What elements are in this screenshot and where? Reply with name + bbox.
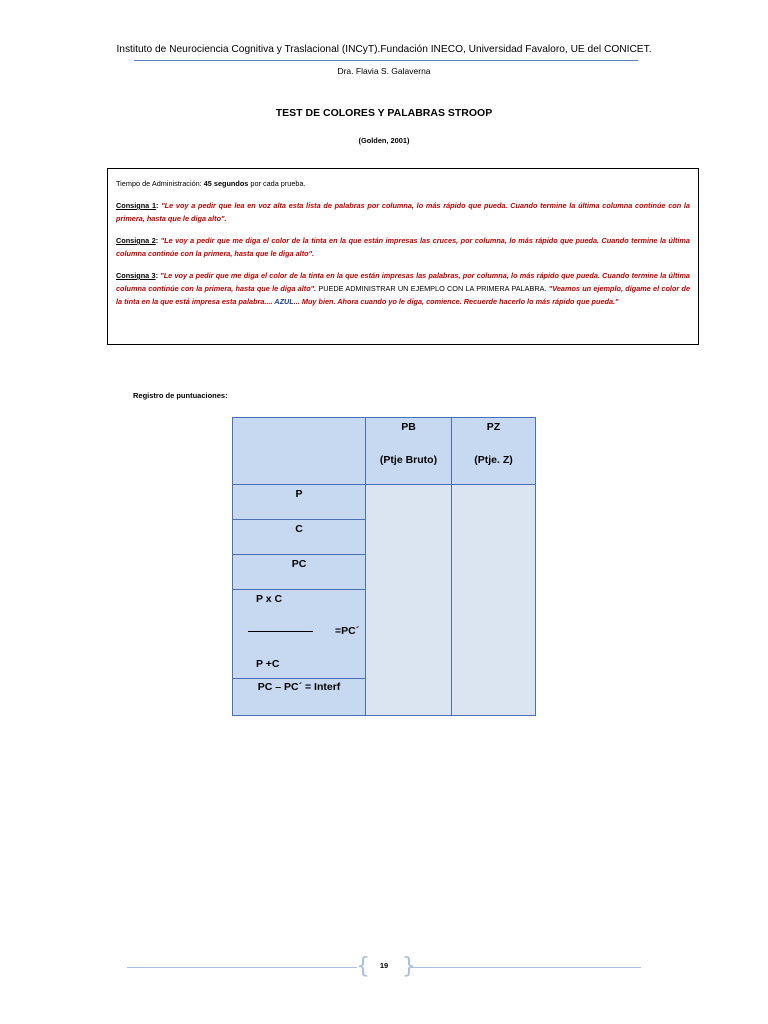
header-rule (134, 60, 638, 61)
left-brace-icon: { (356, 954, 370, 979)
pb-label: PB (401, 421, 416, 433)
formula-result: =PC´ (335, 625, 360, 637)
page-title: TEST DE COLORES Y PALABRAS STROOP (275, 107, 493, 119)
consigna-3-example-a: "Veamos un ejemplo, dígame el color de la tinta en la que está impresa esta palabra.... (116, 284, 691, 306)
header-institution: Instituto de Neurociencia Cognitiva y Traslacional (INCyT).Fundación INECO, Universidad Favaloro, UE del CONICET. (116, 44, 652, 55)
page-number: 19 (379, 961, 389, 970)
consigna-3-example-b: ... Muy bien. Ahora cuando yo le diga, comience. Recuerde hacerlo lo más rápido que pueda." (293, 297, 619, 306)
time-value: 45 segundos (203, 179, 249, 188)
consigna-3-example-blue: AZUL (272, 297, 294, 306)
pz-values-cell[interactable] (452, 485, 536, 716)
pz-label: PZ (486, 421, 501, 433)
time-suffix: por cada prueba. (248, 179, 306, 188)
row-label-pc: PC (233, 555, 366, 590)
row-label-interf: PC – PC´ = Interf (233, 679, 366, 716)
formula-denominator: P +C (256, 658, 280, 670)
score-row-p (233, 485, 536, 520)
consigna-3-text: "Le voy a pedir que me diga el color de la tinta en la que están impresas las palabras, por columna, lo más rápido que pueda. Cuando termine la última columna continúe con la primera, hasta que le diga alto". (116, 271, 690, 293)
score-header-empty (233, 418, 366, 485)
consigna-3: Consigna 3: "Le voy a pedir que me diga el color de la tinta en la que están impresas las palabras, por columna, lo más rápido que pueda. Cuando termine la última columna continúe con la primera, hasta que le diga alto". PUEDE ADMINISTRAR UN EJEMPLO CON LA PRIMERA PALABRA. "Veamos un ejemplo, dígame el color de la tinta en la que está impresa esta palabra.... AZUL... Muy bien. Ahora cuando yo le diga, comience. Recuerde hacerlo lo más rápido que pueda." (116, 271, 691, 306)
score-table (232, 417, 536, 716)
formula-numerator: P x C (256, 593, 283, 605)
page-subtitle: (Golden, 2001) (358, 136, 410, 145)
right-brace-icon: } (402, 954, 416, 979)
consigna-1-text: "Le voy a pedir que lea en voz alta esta lista de palabras por columna, lo más rápido que pueda. Cuando termine la última columna continúe con la primera, hasta que le diga alto". (116, 201, 690, 223)
consigna-3-label: Consigna 3 (116, 271, 156, 280)
score-header-pb (366, 418, 452, 485)
score-header-row (233, 418, 536, 485)
instructions-box (107, 168, 699, 345)
row-label-p: P (233, 485, 366, 520)
header-author: Dra. Flavia S. Galaverna (337, 66, 431, 76)
consigna-2: Consigna 2: "Le voy a pedir que me diga el color de la tinta en la que están impresas las cruces, por columna, lo más rápido que pueda. Cuando termine la última columna continúe con la primera, hasta que le diga alto". (116, 236, 690, 258)
consigna-2-text: "Le voy a pedir que me diga el color de la tinta en la que están impresas las cruces, por columna, lo más rápido que pueda. Cuando termine la última columna continúe con la primera, hasta que le diga alto". (116, 236, 690, 258)
footer-rule-right (411, 967, 641, 968)
registro-label: Registro de puntuaciones: (133, 391, 228, 400)
administration-time (116, 177, 690, 190)
pz-sublabel: (Ptje. Z) (474, 454, 513, 466)
pb-values-cell[interactable] (366, 485, 452, 716)
consigna-1: Consigna 1: "Le voy a pedir que lea en voz alta esta lista de palabras por columna, lo más rápido que pueda. Cuando termine la última columna continúe con la primera, hasta que le diga alto". (116, 201, 690, 223)
consigna-2-label: Consigna 2 (116, 236, 156, 245)
pb-sublabel: (Ptje Bruto) (379, 454, 438, 466)
fraction-line (248, 631, 313, 632)
row-label-formula (233, 590, 366, 679)
row-label-c: C (233, 520, 366, 555)
score-header-pz (452, 418, 536, 485)
consigna-1-label: Consigna 1 (116, 201, 157, 210)
time-prefix: Tiempo de Administración: (116, 179, 204, 188)
consigna-3-plain: PUEDE ADMINISTRAR UN EJEMPLO CON LA PRIMERA PALABRA. (316, 284, 547, 293)
